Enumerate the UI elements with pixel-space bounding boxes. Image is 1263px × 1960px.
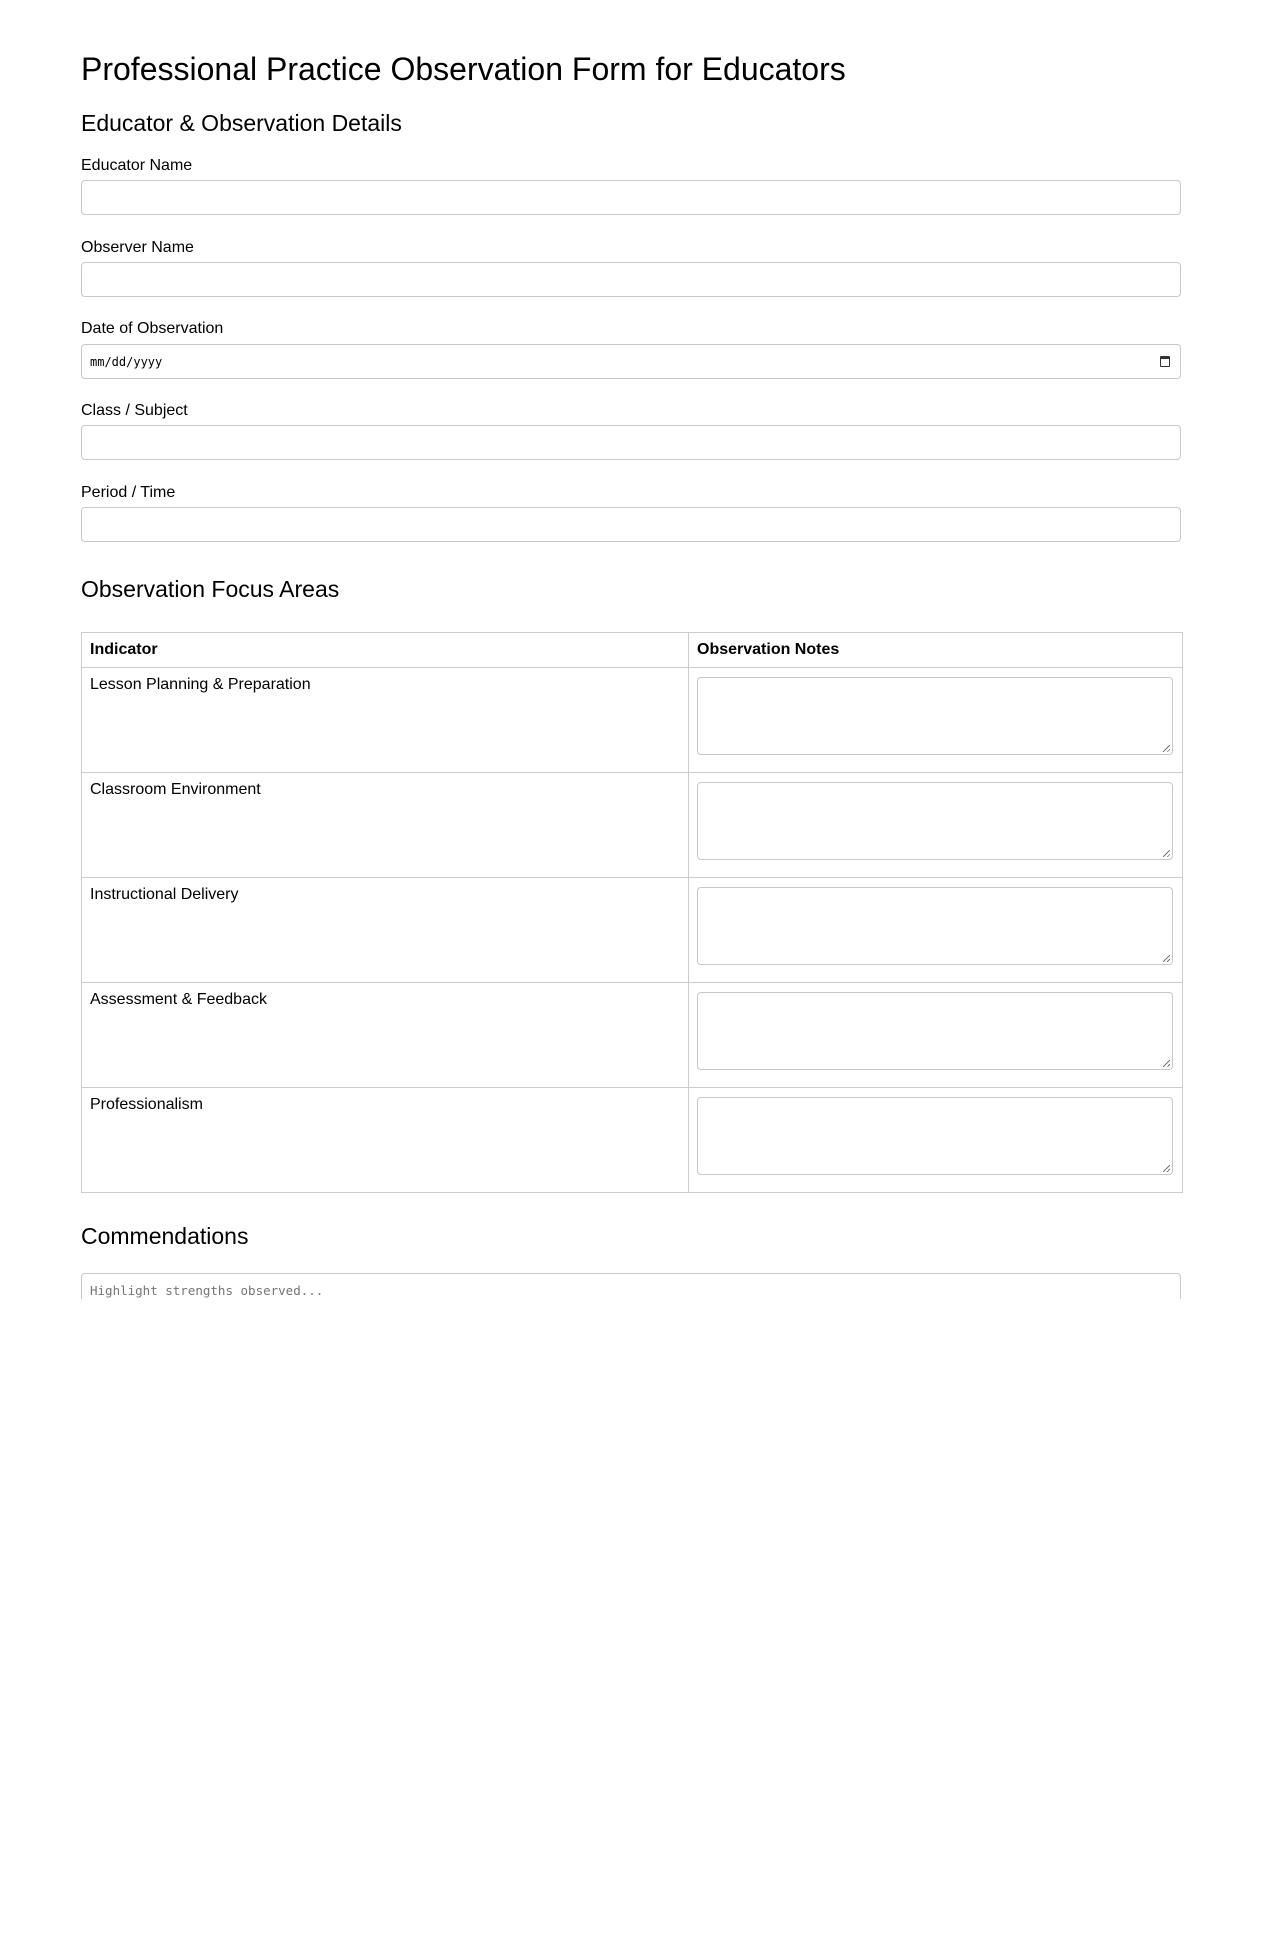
table-row [82,773,1183,878]
indicator-cell: Classroom Environment [82,773,689,878]
observer-name-label: Observer Name [81,239,194,256]
professionalism-notes-textarea[interactable] [697,1097,1173,1175]
resize-handle-icon[interactable] [1163,745,1170,752]
classroom-environment-notes-textarea[interactable] [697,782,1173,860]
indicator-cell: Professionalism [82,1088,689,1193]
details-section-heading: Educator & Observation Details [81,110,402,136]
resize-handle-icon[interactable] [1163,1165,1170,1172]
indicator-cell: Instructional Delivery [82,878,689,983]
indicator-column-header: Indicator [82,633,689,668]
resize-handle-icon[interactable] [1163,955,1170,962]
calendar-icon[interactable] [1160,356,1170,367]
resize-handle-icon[interactable] [1163,1060,1170,1067]
notes-cell [689,878,1183,983]
notes-cell [689,668,1183,773]
educator-name-input[interactable] [81,180,1181,215]
class-subject-label: Class / Subject [81,402,188,419]
table-row [82,983,1183,1088]
resize-handle-icon[interactable] [1163,850,1170,857]
commendations-heading: Commendations [81,1223,249,1249]
notes-cell [689,1088,1183,1193]
table-row [82,668,1183,773]
class-subject-input[interactable] [81,425,1181,460]
lesson-planning-notes-textarea[interactable] [697,677,1173,755]
date-format-placeholder: mm/dd/yyyy [90,354,163,369]
period-time-label: Period / Time [81,484,176,501]
observation-date-label: Date of Observation [81,320,224,337]
table-row [82,1088,1183,1193]
assessment-feedback-notes-textarea[interactable] [697,992,1173,1070]
notes-cell [689,983,1183,1088]
notes-column-header: Observation Notes [689,633,1183,668]
table-row [82,878,1183,983]
indicator-cell: Assessment & Feedback [82,983,689,1088]
table-header-row [82,633,1183,668]
observation-date-input[interactable] [81,344,1181,379]
page-title: Professional Practice Observation Form for Educators [81,51,846,87]
instructional-delivery-notes-textarea[interactable] [697,887,1173,965]
commendations-placeholder: Highlight strengths observed... [90,1283,324,1298]
educator-name-label: Educator Name [81,157,193,174]
focus-section-heading: Observation Focus Areas [81,576,340,602]
focus-areas-table [81,632,1183,1193]
commendations-textarea[interactable] [81,1273,1181,1299]
period-time-input[interactable] [81,507,1181,542]
indicator-cell: Lesson Planning & Preparation [82,668,689,773]
notes-cell [689,773,1183,878]
observer-name-input[interactable] [81,262,1181,297]
